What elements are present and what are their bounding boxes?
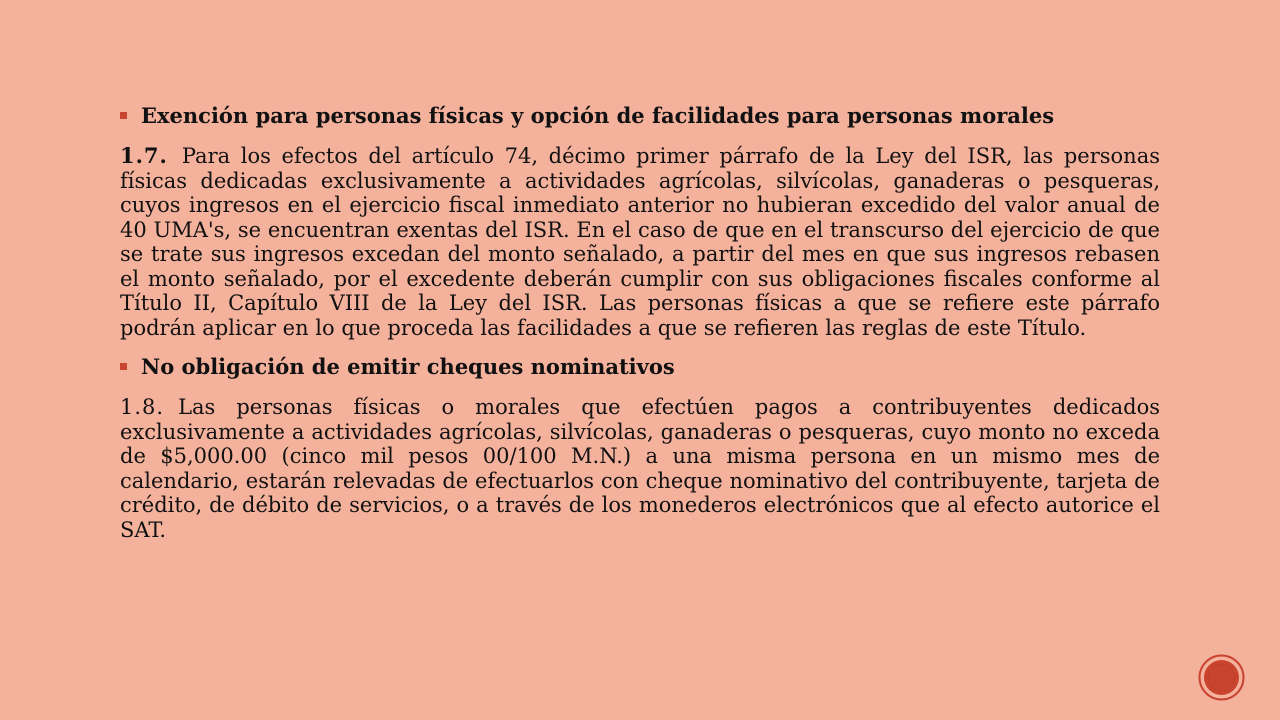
rule-paragraph-1-8	[120, 395, 1160, 542]
slide-badge-icon	[1198, 654, 1245, 701]
badge-fill	[1204, 660, 1239, 695]
rule-text: Las personas físicas o morales que efectúen pagos a contribuyentes dedicados exclusivamente a actividades agrícolas, silvícolas, ganaderas o pesqueras, cuyo monto no exceda de $5,000.00 (cinco mil pesos 00/100 M.N.) a una misma persona en un mismo mes de calendario, estarán relevadas de efectuarlos con cheque nominativo del contribuyente, tarjeta de crédito, de débito de servicios, o a través de los monederos electrónicos que al efecto autorice el SAT.	[120, 395, 1160, 542]
rule-paragraph-1-7	[120, 144, 1160, 340]
section-heading-cheques	[120, 355, 1160, 378]
rule-number: 1.7.	[120, 143, 168, 168]
heading-text: Exención para personas físicas y opción de facilidades para personas morales	[141, 103, 1055, 128]
square-bullet-icon	[120, 112, 127, 119]
rule-number: 1.8.	[120, 395, 165, 419]
heading-text: No obligación de emitir cheques nominativos	[141, 354, 675, 379]
square-bullet-icon	[120, 363, 127, 370]
section-heading-exencion	[120, 104, 1160, 127]
rule-text: Para los efectos del artículo 74, décimo primer párrafo de la Ley del ISR, las personas físicas dedicadas exclusivamente a actividades agrícolas, silvícolas, ganaderas o pesqueras, cuyos ingresos en el ejercicio fiscal inmediato anterior no hubieran excedido del valor anual de 40 UMA's, se encuentran exentas del ISR. En el caso de que en el transcurso del ejercicio de que se trate sus ingresos excedan del monto señalado, a partir del mes en que sus ingresos rebasen el monto señalado, por el excedente deberán cumplir con sus obligaciones fiscales conforme al Título II, Capítulo VIII de la Ley del ISR. Las personas físicas a que se refiere este párrafo podrán aplicar en lo que proceda las facilidades a que se refieren las reglas de este Título.	[120, 144, 1160, 340]
slide-content	[120, 104, 1160, 557]
